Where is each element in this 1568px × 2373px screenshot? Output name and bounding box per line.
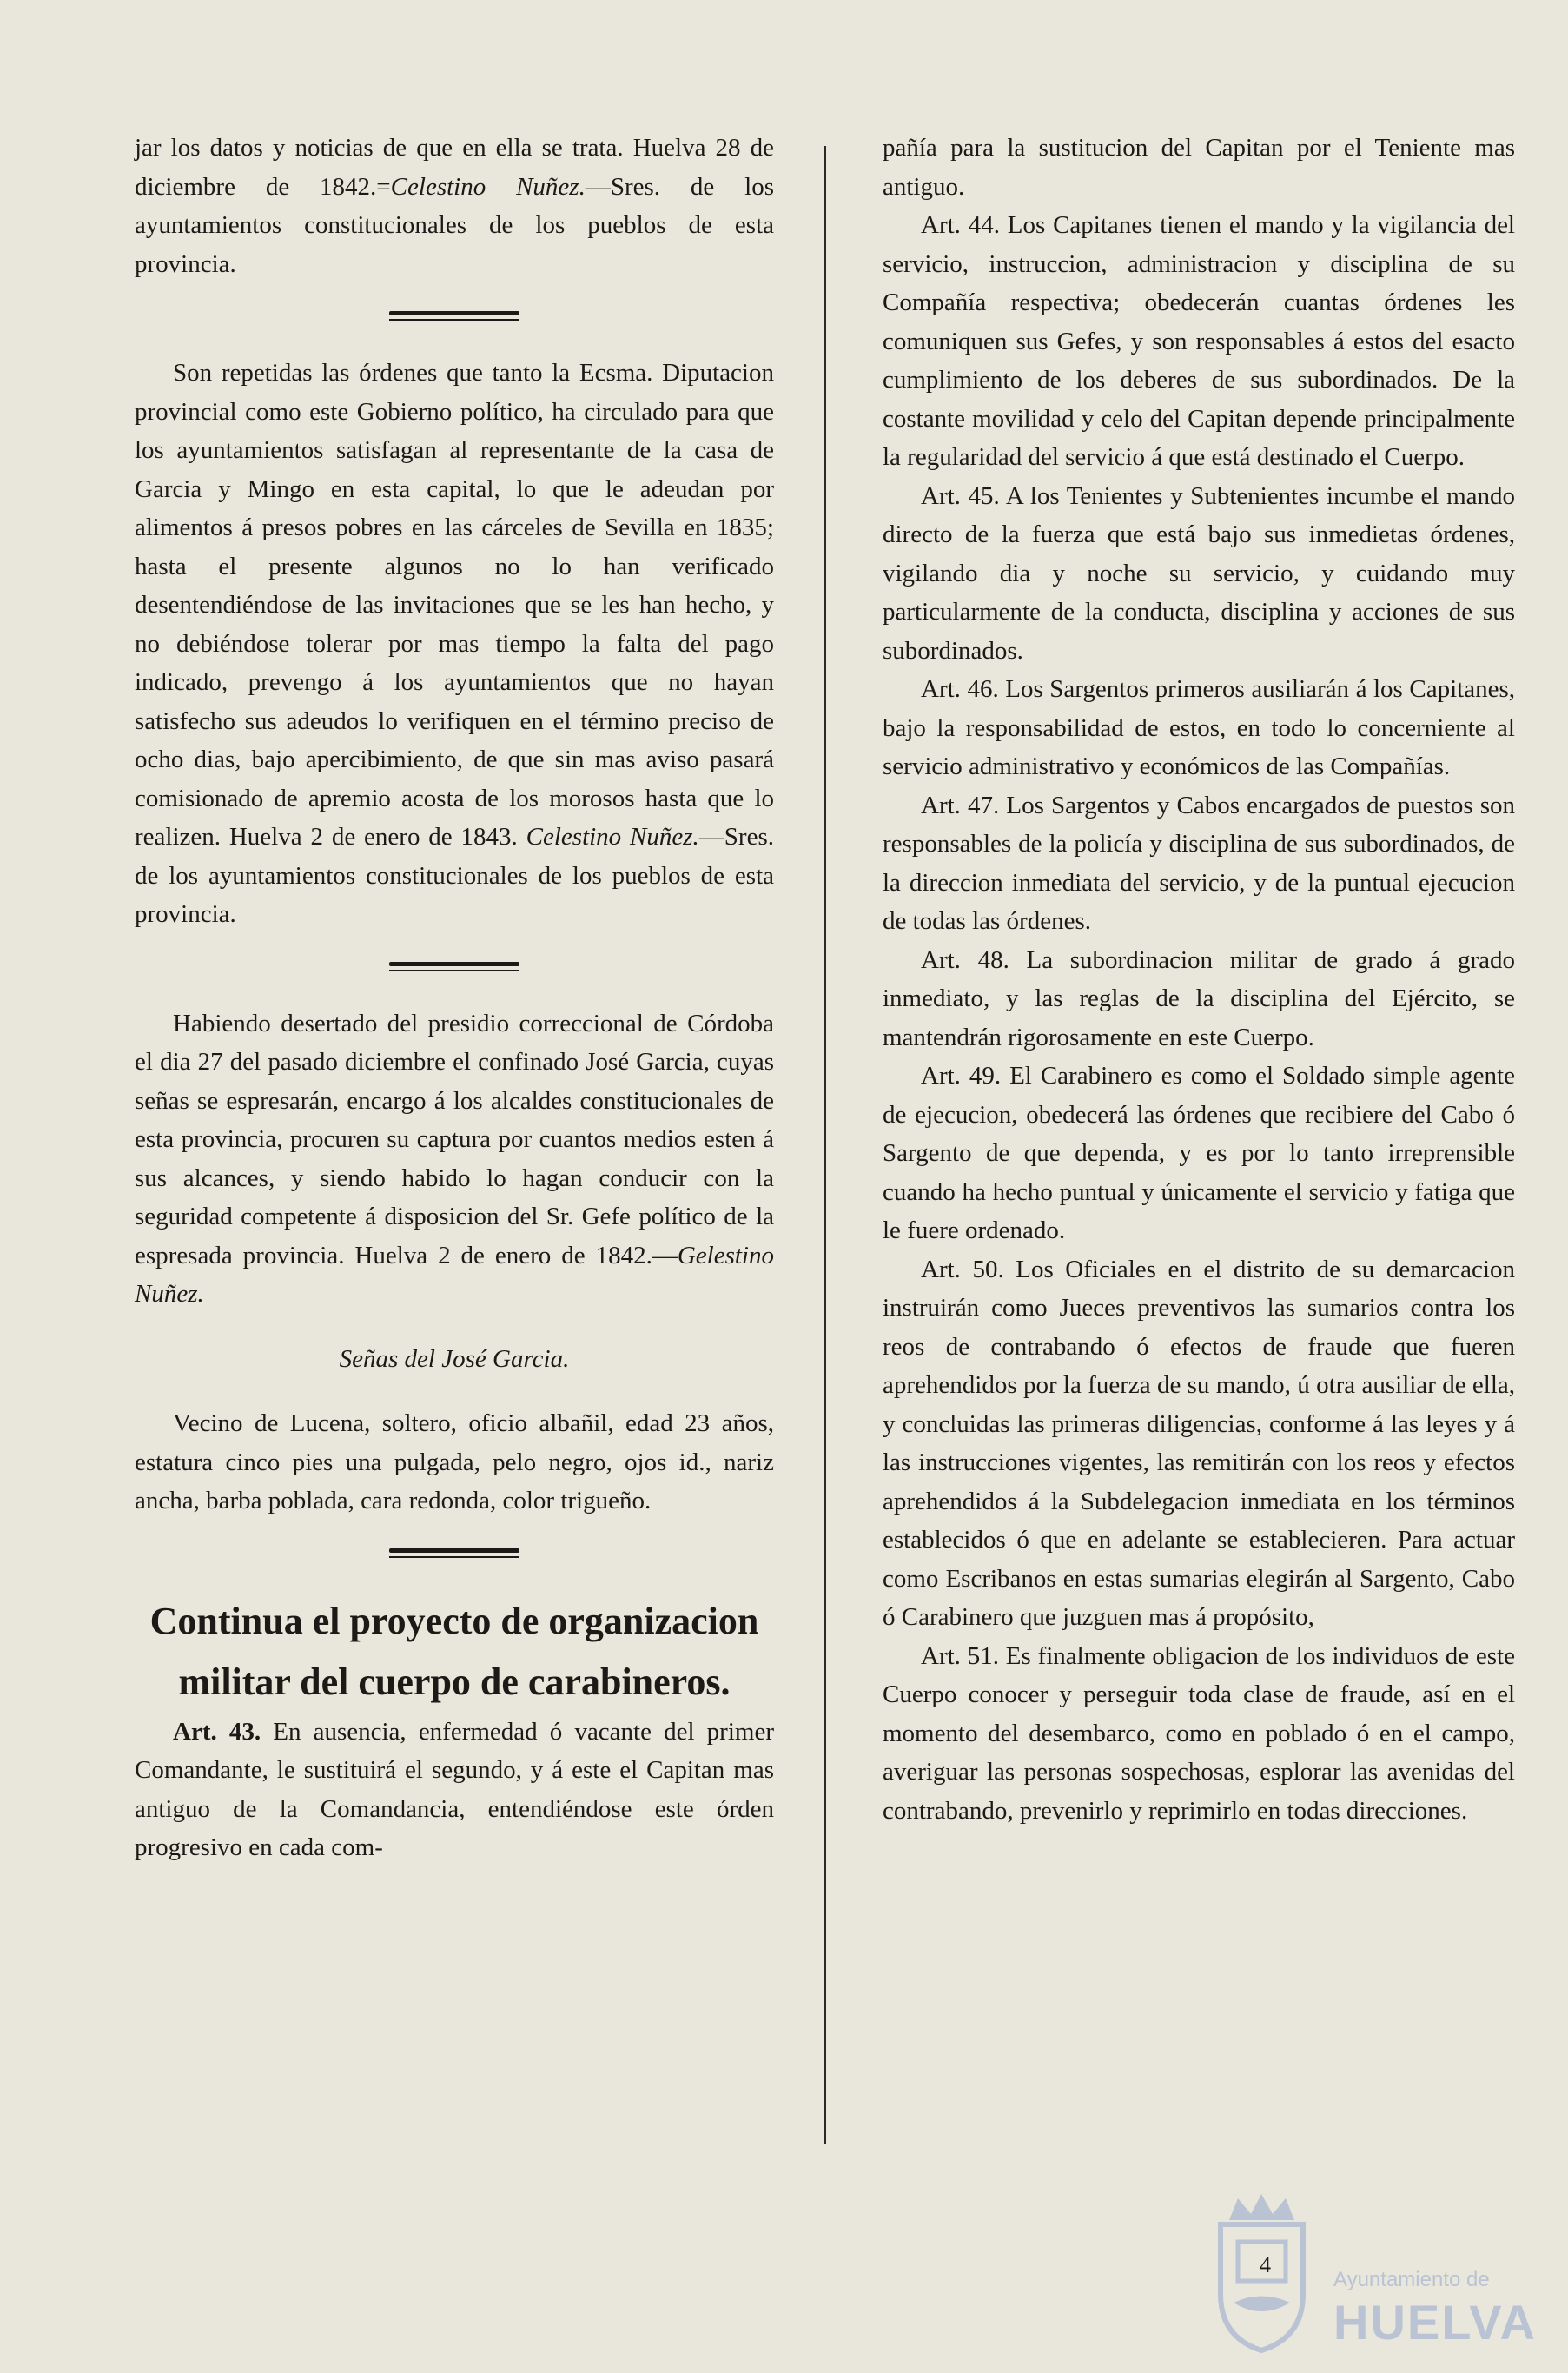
senas-title: Señas del José Garcia. — [339, 1344, 570, 1373]
page-number: 4 — [1260, 2252, 1271, 2277]
article-label: Art. 44. — [921, 211, 1000, 239]
article-label: Art. 45. — [921, 481, 1000, 510]
article-51: Art. 51. Es finalmente obligacion de los individuos de este Cuerpo conocer y perseguir toda clase de fraude, así en el momento del desembarco, como en poblado ó en el campo, averiguar las personas sospechosas, esplorar las avenidas del contrabando, prevenirlo y reprimirlo en todas direcciones. — [883, 1641, 1515, 1825]
paragraph-alimentos-notice: Son repetidas las órdenes que tanto la Ecsma. Diputacion provincial como este Gobierno político, ha circulado para que los ayuntamientos satisfagan al representante de la casa de Garcia y Mingo en esta capital, lo que le adeudan por alimentos á presos pobres en las cárceles de Sevilla en 1835; hasta el presente algunos no lo han verificado desentendiéndose de las invitaciones que se les han hecho, y no debiéndose tolerar por mas tiempo la falta del pago indicado, prevengo á los ayuntamientos que no hayan satisfecho sus adeudos lo verifiquen en el término preciso de ocho dias, bajo apercibimiento, de que sin mas aviso pasará comisionado de apremio acosta de los morosos hasta que lo realizen. Huelva 2 de enero de 1843. Celestino Nuñez.—Sres. de los ayuntamientos constitucionales de los pueblos de esta provincia. — [135, 359, 774, 928]
article-label: Art. 43. — [173, 1717, 261, 1746]
section-heading: Continua el proyecto de organizacion militar del cuerpo de carabineros. — [149, 1599, 759, 1703]
signature: Celestino Nuñez. — [526, 823, 699, 851]
senas-description: Vecino de Lucena, soltero, oficio albañil, edad 23 años, estatura cinco pies una pulgada, pelo negro, ojos id., nariz ancha, barba poblada, cara redonda, color trigueño. — [135, 1409, 774, 1515]
article-50: Art. 50. Los Oficiales en el distrito de su demarcacion instruirán como Jueces preventivos las sumarios contra los reos de contrabando ó efectos de fraude que fueren aprehendidos por la fuerza de su mando, ú otra ausiliar de ella, y concluidas las primeras diligencias, conforme á las leyes y á las instrucciones vigentes, las remitirán con los reos y efectos aprehendidos á la Subdelegacion inmediata en los términos establecidos ó que en adelante se establecieren. Para actuar como Escribanos en estas sumarias elegirán al Sargento, Cabo ó Carabinero que juzguen mas á propósito, — [883, 1255, 1515, 1631]
article-43: Art. 43. En ausencia, enfermedad ó vacante del primer Comandante, le sustituirá el segundo, y á este el Capitan mas antiguo de la Comandancia, entendiéndose este órden progresivo en cada com- — [135, 1717, 774, 1861]
separator-rule — [389, 962, 519, 971]
article-label: Art. 50. — [921, 1255, 1004, 1283]
article-47: Art. 47. Los Sargentos y Cabos encargados de puestos son responsables de la policía y disciplina de sus subordinados, de la direccion inmediata del servicio, y de la puntual ejecucion de todas las órdenes. — [883, 791, 1515, 935]
article-label: Art. 49. — [921, 1062, 1002, 1090]
watermark-line1: Ayuntamiento de — [1333, 2268, 1490, 2291]
signature: Celestino Nuñez. — [390, 172, 586, 201]
right-column — [883, 129, 1515, 1830]
article-label: Art. 48. — [921, 945, 1009, 974]
signature: Gelestino Nuñez. — [135, 1241, 774, 1308]
article-48: Art. 48. La subordinacion militar de grado á grado inmediato, y las reglas de la disciplina del Ejército, se mantendrán rigorosamente en este Cuerpo. — [883, 945, 1515, 1051]
separator-rule — [389, 311, 519, 321]
left-column — [135, 129, 774, 1867]
paragraph-desertion-notice: Habiendo desertado del presidio correccional de Córdoba el dia 27 del pasado diciembre el confinado José Garcia, cuyas señas se espresarán, encargo á los alcaldes constitucionales de esta provincia, procuren su captura por cuantos medios esten á sus alcances, y siendo habido lo hagan conducir con la seguridad competente á disposicion del Sr. Gefe político de la espresada provincia. Huelva 2 de enero de 1842.—Gelestino Nuñez. — [135, 1009, 774, 1308]
watermark — [1203, 2190, 1537, 2355]
article-45: Art. 45. A los Tenientes y Subtenientes incumbe el mando directo de la fuerza que está bajo sus inmedietas órdenes, vigilando dia y noche su servicio, y cuidando muy particularmente de la conducta, disciplina y acciones de sus subordinados. — [883, 481, 1515, 665]
article-46: Art. 46. Los Sargentos primeros ausiliarán á los Capitanes, bajo la responsabilidad de estos, en todo lo concerniente al servicio administrativo y económicos de las Compañías. — [883, 675, 1515, 780]
article-continuation: pañía para la sustitucion del Capitan por el Teniente mas antiguo. — [883, 134, 1515, 201]
watermark-line2: HUELVA — [1333, 2295, 1537, 2350]
paragraph-continuation: jar los datos y noticias de que en ella se trata. Huelva 28 de diciembre de 1842.=Celestino Nuñez.—Sres. de los ayuntamientos constitucionales de los pueblos de esta provincia. — [135, 134, 774, 278]
article-label: Art. 46. — [921, 675, 999, 703]
city-shield-icon — [1203, 2190, 1320, 2355]
article-49: Art. 49. El Carabinero es como el Soldado simple agente de ejecucion, obedecerá las órdenes que recibiere del Cabo ó Sargento de que dependa, y es por lo tanto irreprensible cuando ha hecho puntual y únicamente el servicio y fatiga que le fuere ordenado. — [883, 1062, 1515, 1244]
article-label: Art. 47. — [921, 791, 1000, 819]
column-divider — [824, 146, 826, 2144]
article-44: Art. 44. Los Capitanes tienen el mando y la vigilancia del servicio, instruccion, administracion y disciplina de su Compañía respectiva; obedecerán cuantas órdenes les comuniquen sus Gefes, y son responsables á estos del esacto cumplimiento de los deberes de sus subordinados. De la costante movilidad y celo del Capitan depende principalmente la regularidad del servicio á que está destinado el Cuerpo. — [883, 211, 1515, 471]
article-label: Art. 51. — [921, 1641, 999, 1670]
separator-rule — [389, 1548, 519, 1558]
